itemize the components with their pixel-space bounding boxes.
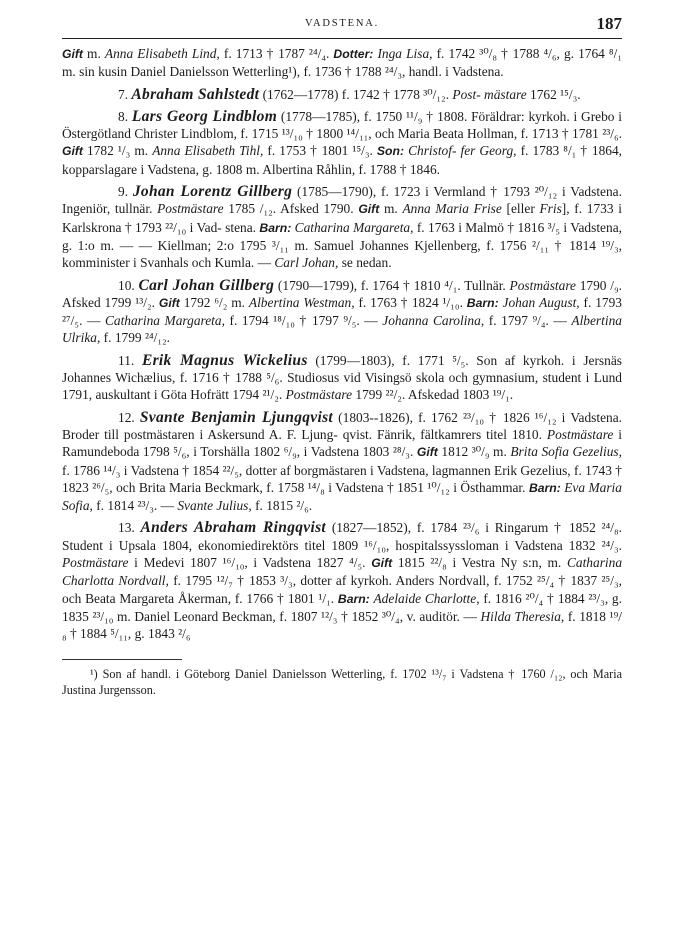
text-run: † 1826 ¹⁶/₁₂ i Vadstena. Broder till postmästaren i Askersund A. F. Ljung- <box>62 409 622 442</box>
person-name: Anders Abraham Ringqvist <box>140 519 327 537</box>
text-run: fer Georg, <box>460 143 517 159</box>
text-run: hospitalssyssloman i Vadstena 1832 ²⁴/₃. <box>395 537 622 553</box>
text-run: 1792 ⁶/₂ m. <box>179 294 249 310</box>
paragraph <box>62 86 622 103</box>
entry-continued <box>62 45 622 81</box>
paragraph <box>62 519 622 642</box>
text-run: Post- <box>452 86 481 102</box>
text-run: f. 1816 ²⁰/₄ † 1884 ²³/₃, g. 1835 ²³/₁₀ m. Daniel Leonard Beckman, f. 1807 ¹²/₃ <box>62 590 622 624</box>
text-run: i Medevi 1807 ¹⁶/₁₀, i <box>128 555 258 571</box>
text-run: f. 1814 ²³/₃. — <box>92 498 178 514</box>
text-run: Eva Maria Sofia, <box>62 479 622 514</box>
person-name: Carl Johan Gillberg <box>138 276 275 294</box>
text-run: (1790—1799), f. 1764 † 1810 ⁴/₁. <box>274 277 461 293</box>
section-label: Barn: <box>259 220 292 235</box>
text-run: f. 1736 † 1788 ²⁴/₃, handl. i Vadstena. <box>303 64 504 80</box>
entry-12 <box>62 409 622 515</box>
text-run: 1794 ²¹/₂. <box>232 387 286 403</box>
section-label: Gift <box>158 295 180 310</box>
text-run: Brita Sofia Gezelius, <box>510 444 622 460</box>
entry-13 <box>62 519 622 642</box>
text-run: (1778—1785), f. 1750 ¹¹/₉ † 1808. <box>277 108 468 124</box>
person-name: Svante Benjamin Ljungqvist <box>139 408 334 426</box>
text-run: f. 1783 ⁸/₁ † 1864, kopparslagare i Vadstena, g. 1808 m. Albertina <box>62 143 622 177</box>
text-run: Johan <box>502 294 536 310</box>
text-run: Föräldrar: kyrkoh. i Grebo i Östergötland Christer Lindblom, f. 1715 ¹³/₁₀ <box>62 108 622 142</box>
entry-7 <box>62 86 622 103</box>
text-run: (1785—1790), f. 1723 i Vermland <box>292 184 486 200</box>
text-run: f. 1763 i Malmö † 1816 ³/₅ i Vadstena, <box>413 219 622 235</box>
text-run: Postmästare <box>285 387 353 403</box>
text-run: 11. <box>118 352 142 368</box>
paragraph <box>62 183 622 271</box>
section-label: Gift <box>62 47 83 61</box>
text-run: 1762 ¹⁵/₃. <box>526 86 581 102</box>
text-run: dotter af borgmästaren i Vadstena, lagmannen Erik Gezelius, f. 1743 † 1823 ²⁶/₅, <box>62 462 622 495</box>
text-run: 1790 /₉. Afsked 1799 ¹³/₂. <box>62 277 622 310</box>
text-run: Fris <box>539 201 562 217</box>
entry-10 <box>62 277 622 347</box>
text-run: Svante Julius, <box>177 498 252 514</box>
text-run: Inga Lisa, <box>377 46 433 61</box>
text-run: Anna Elisabeth Tihl, <box>152 143 264 159</box>
text-run: Albertina Westman, <box>248 294 355 310</box>
section-label: Barn: <box>466 295 499 310</box>
text-run: ], f. 1733 i Karlskrona † 1793 ²²/₁₀ i Vad- <box>62 201 622 235</box>
text-run: mästare <box>484 86 527 102</box>
text-run: Postmästare <box>509 277 576 293</box>
text-run: † 1800 ¹⁴/₁₁, och Maria Beata Hollman, f. 1713 † 1781 ²³/₆. <box>306 126 622 142</box>
text-run: † 1853 ³/₃, dotter af kyrkoh. Anders Nordvall, f. 1752 ²⁵/₄ † 1837 ²⁵/₃, och <box>62 573 622 606</box>
text-run: f. 1795 ¹²/₇ <box>168 573 233 589</box>
text-run: Johanna Carolina, <box>382 313 485 329</box>
text-run: Vadstena 1827 ⁴/₅. <box>262 555 366 571</box>
text-run: Catharina Margareta, <box>104 313 225 329</box>
text-run: m. <box>379 201 403 217</box>
text-run: m. <box>82 46 105 61</box>
text-run: 1782 ¹/₃ m. <box>82 143 153 159</box>
person-name: Lars Georg Lindblom <box>131 107 278 125</box>
text-run: ¹) Son af handl. i Göteborg Daniel Danielsson Wetterling, f. 1702 ¹³/₇ i Vadstena <box>90 666 504 681</box>
section-label: Gift <box>358 202 380 217</box>
text-run: f. 1756 ²/₁₁ † 1814 ¹⁹/₃, komminister i Svanhals och Kumla. — <box>62 237 622 271</box>
text-run: f. 1797 ⁹/₄. — <box>484 313 572 329</box>
text-run: † 1793 ²⁰/₁₂ i Vadstena. Ingeniör, tullnär. <box>62 184 622 217</box>
text-run: 1815 ²²/₈ i Vestra Ny s:n, m. <box>392 555 567 571</box>
text-run: 10. <box>118 277 139 293</box>
header-rule <box>62 38 622 39</box>
paragraph <box>62 277 622 347</box>
text-run: Visingsö skola och gymnasium, student i Lund 1791, auskultant i Göta Hofrätt <box>62 370 622 403</box>
section-label: Gift <box>416 445 438 460</box>
entry-8 <box>62 108 622 178</box>
text-run: 9. <box>118 184 133 200</box>
text-run: [eller <box>501 201 540 217</box>
text-run: August, <box>539 294 580 310</box>
text-run: i Torshälla 1802 ⁶/₉, i Vadstena 1803 ²⁸/₃. <box>193 444 414 460</box>
text-run: Catharina Charlotta Nordvall, <box>62 555 623 589</box>
text-run: i Ramundeboda 1798 ⁵/₆, <box>62 426 622 460</box>
text-run: Postmästare <box>157 201 224 217</box>
section-label: Barn: <box>337 591 370 606</box>
text-run: f. 1815 ²/₆. <box>251 498 313 514</box>
text-run: Carl Johan, <box>274 255 339 271</box>
text-run: Postmästare <box>62 555 129 571</box>
text-run: af kyrkoh. i Jersnäs Johannes Wichælius, f. 1716 † 1788 ⁵/₆. Studiosus vid <box>62 352 622 386</box>
text-run: 1785 /₁₂. Afsked 1790. <box>223 201 354 217</box>
text-run: f. 1753 † 1801 ¹⁵/₃. <box>263 143 377 159</box>
paragraph <box>62 409 622 515</box>
section-label: Barn: <box>528 480 561 495</box>
text-run: f. 1742 ³⁰/₈ † 1788 ⁴/₆, g. 1764 ⁸/₁ m. sin kusin Daniel Danielsson Wetterling¹), <box>62 46 622 80</box>
footnote <box>62 666 622 698</box>
section-label: Gift <box>371 556 393 571</box>
person-name: Johan Lorentz Gillberg <box>132 183 293 201</box>
text-run: (1803--1826), f. 1762 ²³/₁₀ <box>333 409 485 425</box>
text-run: qvist. Fänrik, fältkamrers titel 1810. <box>342 426 547 442</box>
page-number: 187 <box>596 14 622 33</box>
text-run: f. 1794 ¹⁸/₁₀ † 1797 ⁹/₅. — <box>224 313 378 329</box>
text-run: Råhlin, f. 1788 † 1846. <box>316 161 440 177</box>
text-run: 8. <box>118 108 132 124</box>
section-label: Son: <box>376 144 404 159</box>
text-run: Adelaide Charlotte, <box>373 590 480 606</box>
text-run: Hilda Theresia, <box>480 608 565 624</box>
text-run: † 1852 ³⁰/₄, v. auditör. — <box>341 608 481 624</box>
person-name: Abraham Sahlstedt <box>131 85 260 103</box>
text-run: se nedan. <box>341 255 392 271</box>
text-run: (1799—1803), f. 1771 ⁵/₅. Son <box>307 352 498 368</box>
text-run: 12. <box>118 409 140 425</box>
page-header <box>62 14 622 36</box>
text-run: f. 1786 ¹⁴/₃ i Vadstena † 1854 ²²/₅, <box>62 462 243 478</box>
section-label: Gift <box>62 144 83 159</box>
paragraph <box>62 666 622 698</box>
document-page <box>62 14 622 698</box>
running-title: VADSTENA. <box>304 18 380 29</box>
text-run: 7. <box>118 86 132 102</box>
text-run: g. 1:o m. — — Kiellman; 2:o 1795 ³/₁₁ m. Samuel Johannes Kjellenberg, <box>62 237 481 253</box>
text-run: Anna Maria Frise <box>402 201 502 217</box>
text-run: Tullnär. <box>464 277 510 293</box>
text-run: och Brita Maria Beckmark, f. 1758 ¹⁴/₈ i Vadstena † 1851 ¹⁰/₁₂ i Östhammar. <box>116 479 526 495</box>
text-run: Ringarum † 1852 ²⁴/₈. Student i Upsala 1804, ekonomiedirektörs titel 1809 ¹⁶/₁₀, <box>62 520 622 553</box>
paragraph <box>62 352 622 404</box>
text-run: † 1760 /₁₂, och Maria Justina Jurgensson. <box>62 666 623 697</box>
person-name: Erik Magnus Wickelius <box>141 351 308 369</box>
entry-11 <box>62 352 622 404</box>
text-run: f. 1799 ²⁴/₁₂. <box>100 330 171 346</box>
text-run: (1762—1778) f. 1742 † 1778 ³⁰/₁₂. <box>259 86 453 102</box>
paragraph <box>62 108 622 178</box>
text-run: stena. <box>225 219 260 235</box>
text-run: Catharina Margareta, <box>294 219 414 235</box>
footnote-rule <box>62 659 182 660</box>
text-run: Postmästare <box>546 426 614 442</box>
text-run: f. 1818 ¹⁹/₈ † 1884 ⁵/₁₁, g. 1843 ²/₆ <box>62 608 622 642</box>
entry-9 <box>62 183 622 271</box>
text-run: 13. <box>118 520 141 536</box>
section-label: Dotter: <box>333 47 374 61</box>
text-run: (1827—1852), f. 1784 ²³/₆ i <box>326 520 489 536</box>
text-run: f. 1713 † 1787 ²⁴/₄. <box>219 46 334 61</box>
text-run: f. 1763 † 1824 ¹/₁₀. <box>354 294 467 310</box>
text-run: Christof- <box>408 143 457 159</box>
text-run: Anna Elisabeth Lind, <box>104 46 220 61</box>
text-run: Albertina Ulrika, <box>62 313 622 346</box>
text-run: 1812 ³⁰/₉ m. <box>437 444 511 460</box>
paragraph <box>62 45 622 81</box>
text-run: f. 1793 ²⁷/₅. — <box>62 294 622 329</box>
text-run: Beata Margareta Åkerman, f. 1766 † 1801 ¹/₁. <box>85 590 338 606</box>
text-run: 1799 ²²/₂. Afskedad 1803 ¹⁹/₁. <box>352 387 514 403</box>
